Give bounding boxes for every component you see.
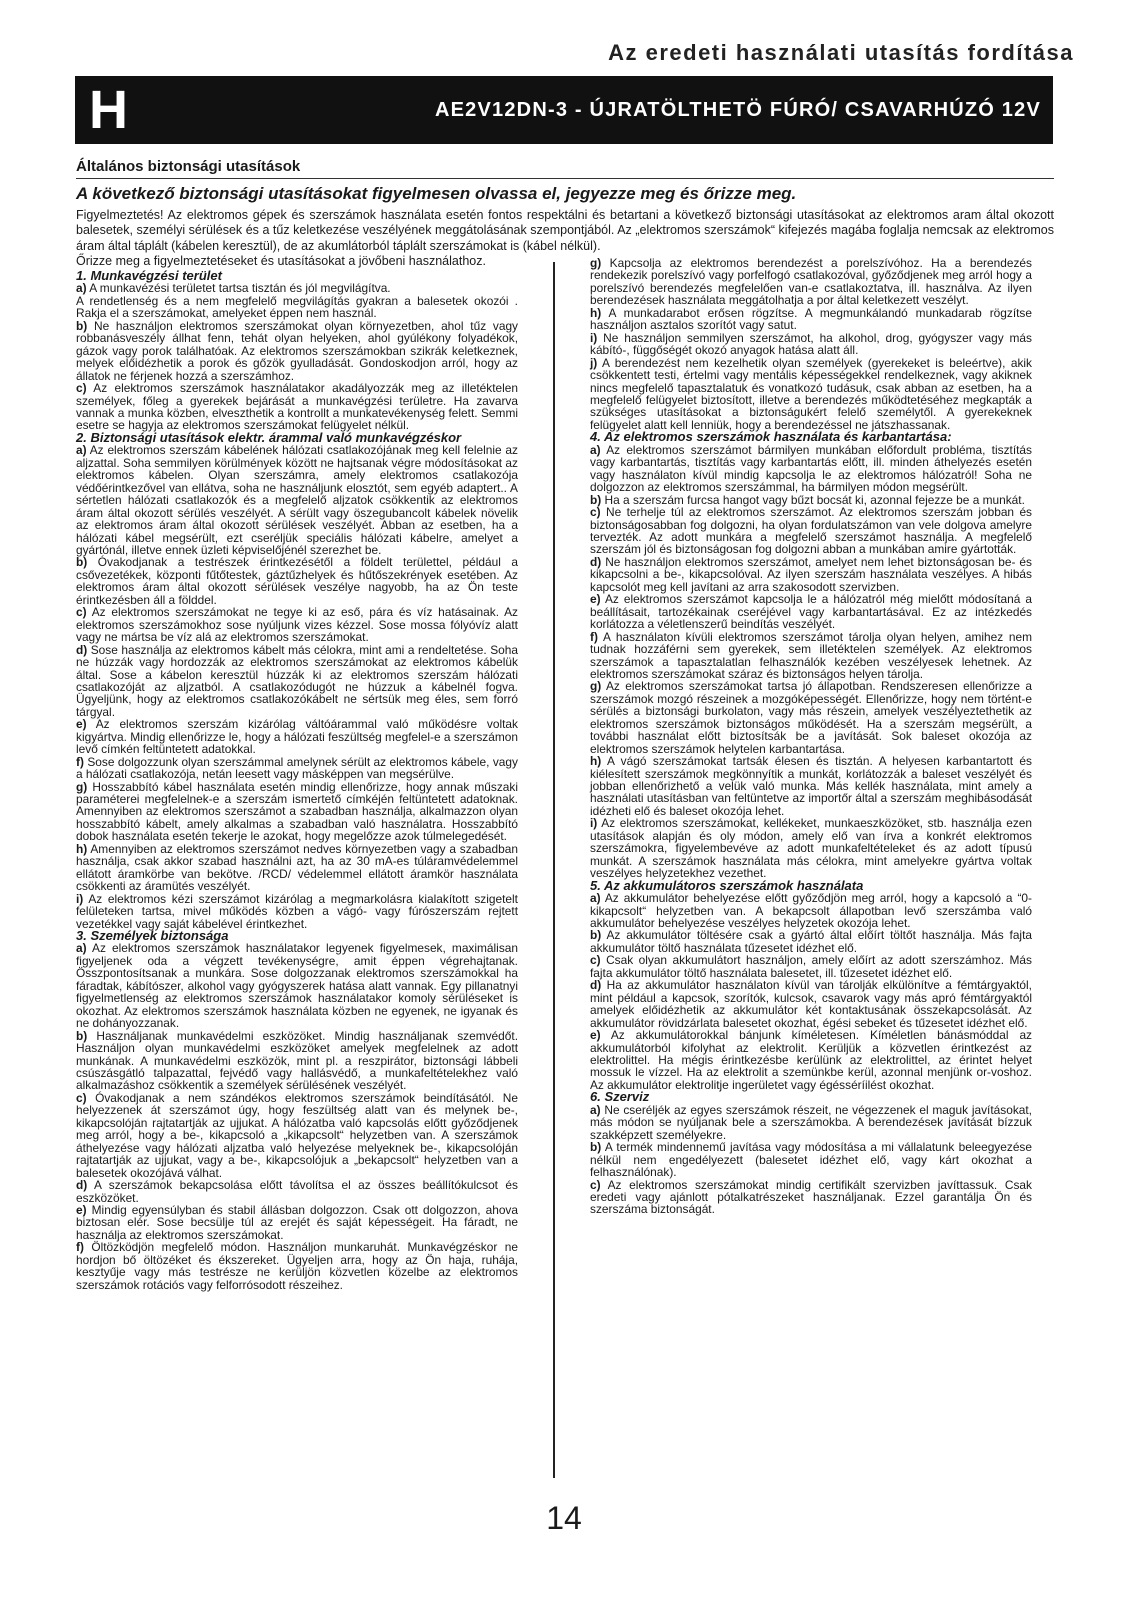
paragraph	[76, 644, 518, 719]
section-heading: 1. Munkavégzési terület	[76, 268, 222, 283]
item-letter: a)	[76, 941, 87, 956]
paragraph	[590, 1179, 1032, 1216]
paragraph	[76, 295, 518, 320]
paragraph-text: A munkavézési területet tartsa tisztán és jól megvilágítva.	[89, 281, 391, 296]
item-letter: e)	[590, 1028, 601, 1043]
item-letter: g)	[76, 779, 88, 794]
paragraph	[590, 332, 1032, 357]
intro-keep-note: Őrizze meg a figyelmeztetéseket és utasításokat a jövőbeni használathoz.	[76, 253, 486, 268]
paragraph	[590, 1141, 1032, 1178]
paragraph	[590, 954, 1032, 979]
item-letter: c)	[76, 381, 87, 396]
item-letter: d)	[590, 978, 602, 993]
paragraph-text: Amennyiben az elektromos szerszámot nedves környezetben vagy a szabadban használja, csak akkor szabad használni azt, ha az 30 mA-es túláramvédelemmel ellátott áramkörbe van bekötve. /RCD/ védelemmel ellátott áramkör használata csökkenti az áramütés veszélyét.	[76, 841, 518, 894]
left-column	[76, 270, 518, 1291]
item-letter: a)	[590, 442, 601, 457]
item-letter: f)	[590, 629, 598, 644]
item-letter: f)	[76, 754, 84, 769]
paragraph-text: A munkadarabot erősen rögzítse. A megmunkálandó munkadarab rögzítse használjon asztalos szorítót vagy satut.	[590, 305, 1032, 333]
paragraph	[76, 1030, 518, 1092]
item-letter: a)	[76, 281, 87, 296]
item-letter: j)	[590, 355, 598, 370]
paragraph	[590, 444, 1032, 494]
paragraph-text: Az akkumulátor behelyezése előtt győződjön meg arról, hogy a kapcsoló a “0-kikapcsolt“ helyzetben van. A bekapcsolt állapotban levő szerszámba való akkumulátor behelyezése veszélyes helyzetek okozója lehet.	[590, 891, 1032, 931]
paragraph	[76, 556, 518, 606]
paragraph-text: Ne használjon elektromos szerszámot, amelyet nem lehet biztonságosan be- és kikapcsolni a be-, kikapcsolóval. Az ilyen szerszám használata veszélyes. A hibás kapcsolót meg kell javítani az arra szakosodott szervizben.	[590, 554, 1032, 594]
item-letter: c)	[590, 953, 601, 968]
paragraph-text: Sose dolgozzunk olyan szerszámmal amelynek sérült az elektromos kábele, vagy a hálózati csatlakozója, netán leesett vagy másképpen van megsérülve.	[76, 754, 518, 782]
paragraph	[590, 979, 1032, 1029]
item-letter: c)	[76, 605, 87, 620]
intro-warning: Figyelmeztetés! Az elektromos gépek és szerszámok használata esetén fontos respektálni és betartani a következő biztonsági utasításokat az elektromos aram által okozott balesetek, személyi sérülések és a tűz keletkezése veszélyének meggátolásának szempontjából. Az „elektromos szerszámok“ kifejezés magába foglalja nemcsak az elektromos áram által táplált (kábelen keresztül), de az akumlátorból táplált szerszámokat is (kábel nélkül).	[76, 208, 1054, 253]
paragraph	[76, 942, 518, 1029]
paragraph-text: Használjanak munkavédelmi eszközöket. Mindig használjanak szemvédőt. Használjon olyan munkavédelmi eszközöket amelyek megfelelnek az adott munkának. A munkavédelmi eszközök, mint pl. a reszpirátor, biztonsági lábbeli csúszásgátló talpazattal, fejvédő vagy hallásvédő, a munkafeltételekhez való alkalmazáshoz csökkentik a személyek sérülésének veszélyét.	[76, 1028, 518, 1093]
paragraph	[590, 680, 1032, 755]
paragraph-text: Az elektromos szerszám kábelének hálózati csatlakozójának meg kell felelnie az aljzattal. Soha semmilyen körülmények között ne hajtsanak végre módosításokat az elektromos kábelen. Olyan szerszámra, amely elektromos csatlakozója védőérintkezővel van ellátva, soha ne használjunk elosztót, sem egyéb adaptert.. A sértetlen hálózati csatlakozók és a megfelelő aljzatok csökkentik az elektromos áram által okozott sérülés veszélyét. A sérült vagy öszegubancolt kábelek növelik az elektromos áram által okozott sérülések veszélyét. Abban az esetben, ha a hálózati kábel megsérült, ezt cseréljük speciális hálózati kábelre, amelyet a gyártónál, illetve ennek üzleti képviselőjénél szerezhet be.	[76, 443, 518, 557]
paragraph-text: Az akkumulátor töltésére csak a gyártó által előírt töltőt használja. Más fajta akkumulátor töltő használata tűzesetet idézhet elő.	[590, 928, 1032, 955]
paragraph	[590, 755, 1032, 817]
paragraph	[76, 606, 518, 643]
paragraph	[76, 1204, 518, 1241]
paragraph-text: Az elektromos szerszámokat mindig certifikált szervizben javíttassuk. Csak eredeti vagy ajánlott pótalkatrészeket használjanak. Ezzel garantálja Ön és szerszáma biztonságát.	[590, 1177, 1032, 1217]
item-letter: i)	[590, 816, 598, 831]
item-letter: e)	[590, 592, 601, 607]
item-letter: b)	[76, 1028, 88, 1043]
item-letter: b)	[76, 318, 88, 333]
item-letter: h)	[76, 841, 88, 856]
item-letter: a)	[76, 443, 87, 458]
paragraph-text: Ne használjon elektromos szerszámokat olyan környezetben, ahol tűz vagy robbanásveszély állhat fenn, tehát olyan helyeken, ahol gyúlékony folyadékok, gázok vagy porok találhatóak. Az elektromos szerszámokban szikrák keletkeznek, melyek előidézhetik a porok és gőzök gyulladását. Gondoskodjon arról, hogy az állatok ne férjenek hozzá a szerszámhoz.	[76, 318, 519, 383]
paragraph-text: Óvakodjanak a nem szándékos elektromos szerszámok beindításától. Ne helyezzenek át szerszámot úgy, hogy feszültség alatt van és melynek be-, kikapcsolóján rajtatartják az ujjukat. A hálózatba való kapcsolás előtt győződjenek meg arról, hogy a be-, kikapcsoló a „kikapcsolt“ helyzetben van. A szerszámok áthelyezése vagy hálózati aljzatba való helyezése melyeknek be-, kikapcsolóján rajtatartják az ujjukat, vagy a be-, kikapcsolójuk a „bekapcsolt“ helyzetben van a balesetek okozójává válhat.	[76, 1090, 519, 1180]
language-letter: H	[89, 80, 128, 140]
right-column	[590, 257, 1032, 1216]
paragraph-text: A termék mindennemű javítása vagy módosítása a mi vállalatunk beleegyezése nélkül nem engedélyezett (balesetet idézhet elő, vagy kárt okozhat a felhasználónak).	[590, 1140, 1032, 1180]
item-letter: c)	[590, 505, 601, 520]
item-letter: h)	[590, 305, 602, 320]
paragraph-text: Az elektromos szerszámok használatakor akadályozzák meg az illetéktelen személyek, főleg a gyerekek bejárását a munkavégzési területre. Ha zavarva vannak a munka közben, elveszthetik a kontrollt a munkatevékenység felett. Semmi esetre se hagyja az elektromos szerszámokat felügyelet nélkül.	[76, 381, 518, 433]
paragraph	[76, 843, 518, 893]
column-divider	[553, 262, 555, 1478]
paragraph-text: Az elektromos szerszámokat ne tegye ki az eső, pára és víz hatásainak. Az elektromos szerszámokhoz sose nyúljunk vizes kézzel. Sose mossa fólyóvíz alatt vagy ne mártsa be víz alá az elektromos szerszámokat.	[76, 605, 519, 645]
paragraph-text: Ne terhelje túl az elektromos szerszámot. Az elektromos szerszám jobban és biztonságosabban fog dolgozni, ha olyan fordulatszámon van vele dolgova amelyre tervezték. Az adott munkára a megfelelő szerszámot használja. A megfelelő szerszám jól és biztonságosan fog dolgozni abban a munkában amire gyártották.	[590, 505, 1032, 557]
item-letter: f)	[76, 1240, 84, 1255]
item-letter: b)	[590, 928, 602, 943]
paragraph-text: Ne használjon semmilyen szerszámot, ha alkohol, drog, gyógyszer vagy más kábító-, függőségét okozó anyagok hatása alatt áll.	[590, 330, 1032, 358]
paragraph-text: A rendetlenség és a nem megfelelő megvilágítás gyakran a balesetek okozói . Rakja el a szerszámokat, amelyeket éppen nem használ.	[76, 293, 518, 321]
paragraph-text: Óvakodjanak a testrészek érintkezésétől a földelt területtel, például a csővezetékek, központi fűtőtestek, gáztűzhelyek és hűtőszekrények esetében. Az elektromos áram által okozott sérülések veszélye nagyobb, ha az Ön teste érintkezésben áll a földdel.	[76, 555, 518, 607]
paragraph-text: A berendezést nem kezelhetik olyan személyek (gyerekeket is beleértve), akik csökkentett testi, értelmi vagy mentális képességekkel rendelkeznek, vagy akiknek nincs megfelelő tapasztalatuk és vonatkozó tudásuk, csak abban az esetben, ha a megfelelő felügyelet biztosított, illetve a berendezés működtetéséhez megkapták a szükséges utasításokat a biztonságukért felelő személytől. A gyerekeknek felügyelet alatt kell lenniük, hogy a berendezéssel ne játszhassanak.	[590, 355, 1032, 432]
section-heading: 6. Szerviz	[590, 1089, 650, 1105]
item-letter: b)	[590, 492, 602, 507]
paragraph-text: Az elektromos szerszámot kapcsolja le a hálózatról még mielőtt módosítaná a beállításait, tartozékainak cseréjével vagy karbantartásával. Ez az intézkedés korlátozza a véletlenszerű beindítás veszélyét.	[590, 592, 1032, 632]
paragraph-text: Az elektromos szerszám kizárólag váltóárammal való működésre voltak kigyártva. Mindig ellenőrizze le, hogy a hálózati feszültség megfelel-e a szerszámon levő címkén feltüntetett adatokkal.	[76, 717, 518, 757]
paragraph-text: Ha a szerszám furcsa hangot vagy bűzt bocsát ki, azonnal fejezze be a munkát.	[604, 492, 1025, 507]
item-letter: d)	[590, 554, 602, 569]
paragraph	[76, 893, 518, 930]
paragraph	[590, 556, 1032, 593]
item-letter: h)	[590, 754, 602, 769]
paragraph	[590, 357, 1032, 432]
paragraph-text: Csak olyan akkumulátort használjon, amely előírt az adott szerszámhoz. Más fajta akkumulátor töltő használata balesetet, ill. tűzesetet idézhet elő.	[590, 953, 1032, 980]
paragraph	[76, 718, 518, 755]
paragraph	[590, 892, 1032, 929]
paragraph	[76, 756, 518, 781]
item-letter: c)	[76, 1090, 87, 1105]
item-letter: b)	[76, 555, 88, 570]
paragraph-text: Az elektromos szerszámokat, kellékeket, munkaeszközöket, stb. használja ezen utasítások alapján és oly módon, amely elő van írva a konkrét elektromos szerszámokra, figyelembevéve az adott munkafeltételeket és az adott típusú munkát. A szerszámok használata más célokra, mint amelyekre gyártva voltak veszélyes helyzetekhez vezethet.	[590, 816, 1032, 881]
item-letter: d)	[76, 642, 88, 657]
paragraph	[590, 506, 1032, 556]
item-letter: c)	[590, 1177, 601, 1192]
section-heading: 2. Biztonsági utasítások elektr. árammal való munkavégzéskor	[76, 429, 462, 445]
paragraph-text: A vágó szerszámokat tartsák élesen és tisztán. A helyesen karbantartott és kiélesített szerszámok megkönnyítik a munkát, korlátozzák a baleset veszélyét és jobban ellenőrizhető a velük való munka. Más kellék használata, mint amely a használati utasításban van feltüntetve az importőr által a szerszám meghibásodását idézheti elő és baleset okozója lehet.	[590, 754, 1032, 818]
paragraph-text: Az elektromos szerszámokat tartsa jó állapotban. Rendszeresen ellenőrizze a szerszámok mozgó részeinek a mozgóképességét. Ellenőrizze, hogy nem történt-e sérülés a biztonsági burkolaton, vagy más részein, amelyek veszélyeztethetik az elektromos szerszámok biztonságos működését. Ha a szerszám megsérült, a további használat előtt biztosítsák be a javítását. Sok baleset okozója az elektromos szerszámok helytelen karbantartása.	[590, 679, 1032, 756]
paragraph-text: Az elektromos szerszámot bármilyen munkában előfordult probléma, tisztítás vagy karbantartás, tisztítás vagy karbantartás előtt, ill. minden áthelyezés esetén vagy használaton kívül mindig kapcsolja le az elektromos hálózatról! Soha ne dolgozzon az elektromos szerszámmal, ha bármilyen módon megsérült.	[590, 442, 1032, 495]
item-letter: i)	[76, 891, 84, 906]
item-letter: g)	[590, 679, 602, 694]
paragraph	[590, 929, 1032, 954]
paragraph-text: Öltözködjön megfelelő módon. Használjon munkaruhát. Munkavégzéskor ne hordjon bő öltözéket és ékszereket. Ügyeljen arra, hogy az Ön haja, ruhája, kesztyűje vagy más testrésze ne kerüljön közvetlen közelbe az elektromos szerszámok rotációs vagy felforrósodott részeihez.	[76, 1240, 518, 1292]
item-letter: i)	[590, 330, 598, 345]
item-letter: a)	[590, 891, 601, 906]
section-divider	[76, 178, 1054, 179]
item-letter: g)	[590, 256, 602, 270]
paragraph	[590, 307, 1032, 332]
paragraph	[590, 631, 1032, 681]
paragraph	[590, 257, 1032, 307]
paragraph	[76, 1241, 518, 1291]
paragraph-text: Kapcsolja az elektromos berendezést a porelszívóhoz. Ha a berendezés rendekezik porelszívó vagy porfelfogó csatlakozóval, győződjenek meg arról hogy a porelszívó berendezés megfelelően van-e csatlakoztatva, ill. használva. Az ilyen berendezések használata meggátolhatja a por által keletkezett veszélyt.	[590, 256, 1032, 308]
document-subtitle: Az eredeti használati utasítás fordítása	[608, 40, 1074, 65]
paragraph	[76, 1092, 518, 1179]
product-title: AE2V12DN-3 - ÚJRATÖLTHETÖ FÚRÓ/ CSAVARHÚZÓ 12V	[434, 99, 1041, 121]
section-title: Általános biztonsági utasítások	[76, 158, 301, 175]
paragraph-text: A szerszámok bekapcsolása előtt távolítsa el az összes beállítókulcsot és eszközöket.	[76, 1178, 518, 1205]
lead-instruction: A következő biztonsági utasításokat figyelmesen olvassa el, jegyezze meg és őrizze meg.	[76, 184, 797, 203]
paragraph	[76, 320, 518, 382]
paragraph-text: Az elektromos szerszámok használatakor legyenek figyelmesek, maximálisan figyeljenek oda a végzett tevékenységre, amit éppen végrehajtanak. Összpontosítsanak a munkára. Sose dolgozzanak elektromos szerszámokkal ha fáradtak, kábítószer, alkohol vagy gyógyszerek hatása alatt vannak. Egy pillanatnyi figyelmetlenség az elektromos szerszámok használatakor komoly sérüléseket is okozhat. Az elektromos szerszámok használata közben ne egyenek, ne igyanak és ne dohányozzanak.	[76, 941, 518, 1031]
paragraph-text: Ne cseréljék az egyes szerszámok részeit, ne végezzenek el maguk javításokat, más módon se nyúljanak bele a szerszámokba. A berendezések javítását bízzuk szakképzett személyekre.	[590, 1102, 1032, 1142]
paragraph	[76, 1179, 518, 1204]
paragraph	[76, 382, 518, 432]
paragraph	[590, 1104, 1032, 1141]
paragraph-text: A használaton kívüli elektromos szerszámot tárolja olyan helyen, amihez nem tudnak hozzáférni sem gyerekek, sem illetéktelen személyek. Az elektromos szerszámok a tapasztalatlan felhasználók kezében veszélyesek lehetnek. Az elektromos szerszámokat száraz és biztonságos helyen tárolja.	[590, 629, 1032, 681]
paragraph	[590, 817, 1032, 879]
item-letter: a)	[590, 1102, 601, 1117]
paragraph	[590, 593, 1032, 630]
paragraph-text: Hosszabbító kábel használata esetén mindig ellenőrizze, hogy annak műszaki paraméterei megfelelnek-e a szerszám ismertető címkéjén feltüntetett adatoknak. Amennyiben az elektromos szerszámot a szabadban használja, alkalmazzon olyan hosszabbító kábelt, amely alkalmas a szabadban való használatra. Hosszabbító dobok használata esetén tekerje le azokat, hogy megelőzze azok túlmelegedését.	[76, 779, 518, 844]
paragraph-text: Az elektromos kézi szerszámot kizárólag a megmarkolásra kialakított szigetelt felületeken tartsa, mivel működés közben a vágó- vagy fúrószerszám rejtett vezetékkel vagy saját kábelével érintkezhet.	[76, 891, 518, 931]
item-letter: e)	[76, 1202, 87, 1217]
section-heading: 3. Személyek biztonsága	[76, 928, 229, 944]
paragraph-text: Mindig egyensúlyban és stabil állásban dolgozzon. Csak ott dolgozzon, ahova biztosan elér. Sose becsülje túl az erejét és saját képességeit. Ha fáradt, ne használja az elektromos szerszámokat.	[76, 1202, 518, 1242]
item-letter: d)	[76, 1178, 88, 1193]
paragraph	[76, 444, 518, 556]
paragraph-text: Sose használja az elektromos kábelt más célokra, mint ami a rendeltetése. Soha ne húzzák vagy hordozzák az elektromos szerszámokat az elektromos kábelük által. Sose a kábelon keresztül húzzák ki az elektromos szerszám hálózati csatlakozóját az aljzatból. A csatlakozódugót ne húzzuk a kábelnél fogva. Ügyeljünk, hogy az elektromos csatlakozókábelt ne sértsük meg éles, sem forró tárgyal.	[76, 642, 518, 719]
item-letter: b)	[590, 1140, 602, 1155]
paragraph	[76, 781, 518, 843]
paragraph-text: Ha az akkumulátor használaton kívül van tárolják elkülönítve a fémtárgyaktól, mint például a kapcsok, szorítók, kulcsok, csavarok vagy más apró fémtárgyaktól amelyek előidézhetik az akkumulátor két kontaktusának összekapcsolását. Az akkumulátor rövidzárlata balesetet okozhat, égési sebeket és tűzesetet idézhet elő.	[590, 978, 1032, 1030]
section-heading: 5. Az akkumulátoros szerszámok használata	[590, 877, 864, 893]
item-letter: e)	[76, 717, 87, 732]
title-banner	[75, 76, 1053, 144]
page-number: 14	[546, 1500, 582, 1536]
paragraph	[590, 1029, 1032, 1091]
paragraph-text: Az akkumulátorokkal bánjunk kíméletesen. Kíméletlen bánásmóddal az akkumulátorból kifolyhat az elektrolit. Kerüljük a közvetlen érintkezést az elektrolittel. Ha mégis érintkezésbe kerülünk az elektrolittel, az érintet helyet mossuk le vízzel. Ha az elektrolit a szemünkbe kerül, azonnal menjünk or-voshoz. Az akkumulátor elektrolitje ingerületet vagy égésséríilést okozhat.	[590, 1028, 1033, 1092]
section-heading: 4. Az elektromos szerszámok használata és karbantartása:	[590, 429, 952, 445]
